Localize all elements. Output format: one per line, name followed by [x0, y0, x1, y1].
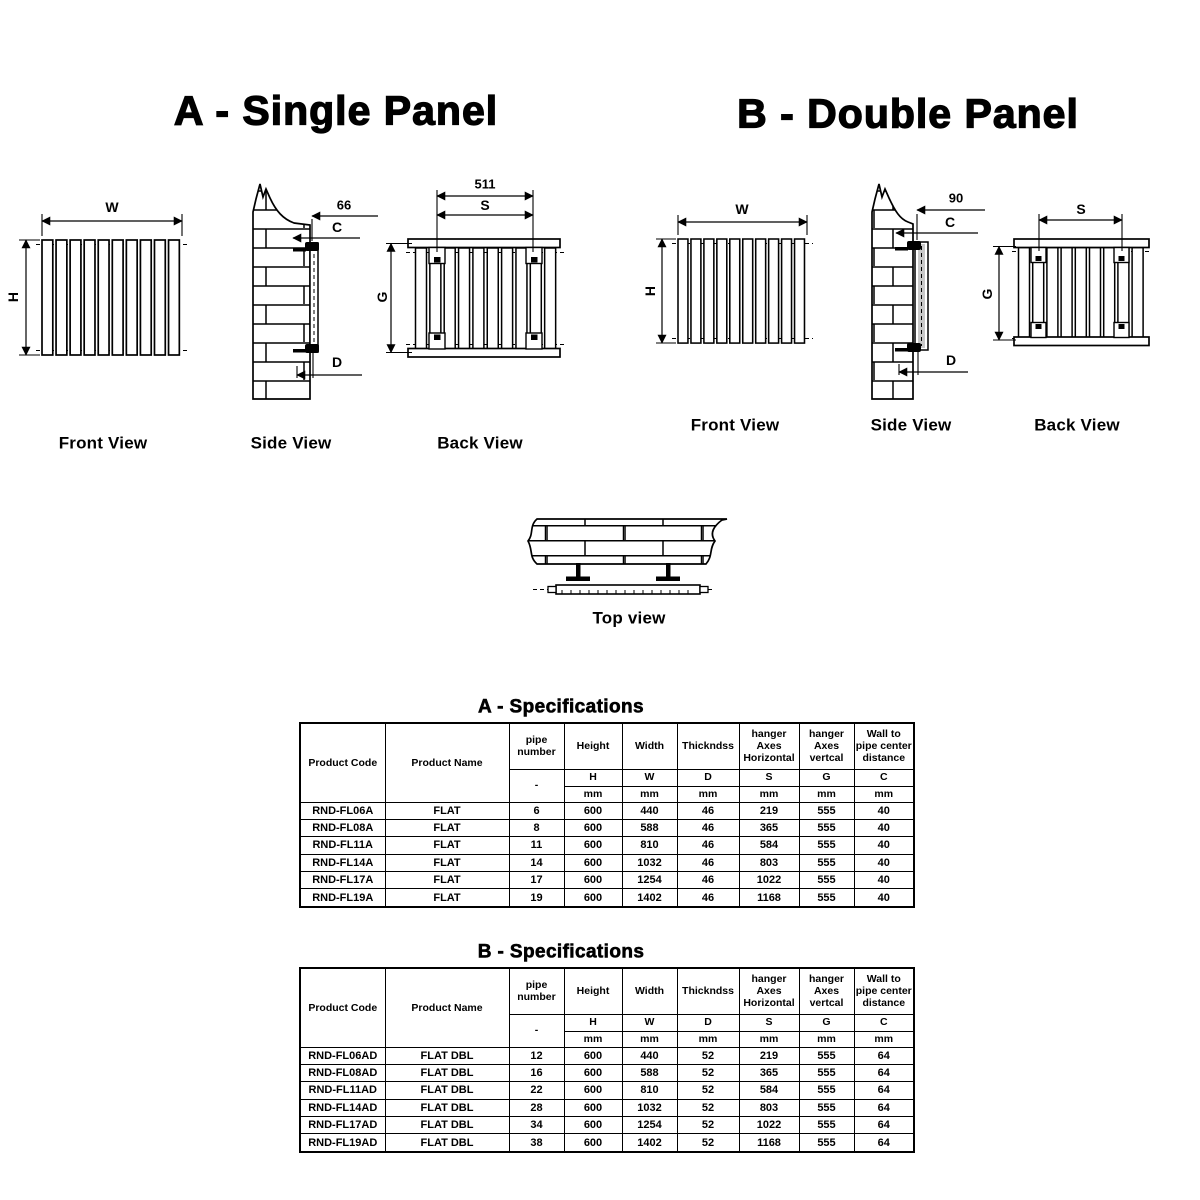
col-header-height: Height	[564, 968, 622, 1014]
spec-cell: 17	[509, 872, 564, 889]
spec-cell: 40	[854, 854, 914, 871]
spec-cell: 365	[739, 819, 799, 836]
spec-cell: 52	[677, 1064, 739, 1081]
spec-cell: 1032	[622, 1099, 677, 1116]
spec-cell: 600	[564, 1064, 622, 1081]
spec-cell: 64	[854, 1117, 914, 1134]
b-front-drawing	[656, 215, 813, 343]
spec-cell: FLAT	[385, 854, 509, 871]
a-side-view-label: Side View	[250, 433, 332, 453]
spec-cell: FLAT DBL	[385, 1099, 509, 1116]
unit-cell: mm	[677, 786, 739, 802]
top-view-label: Top view	[592, 608, 666, 628]
spec-cell: 52	[677, 1134, 739, 1152]
spec-cell: RND-FL11A	[300, 837, 385, 854]
spec-cell: FLAT	[385, 802, 509, 819]
symbol-cell: -	[509, 769, 564, 802]
spec-cell: 14	[509, 854, 564, 871]
spec-cell: 803	[739, 1099, 799, 1116]
col-header-width: Width	[622, 968, 677, 1014]
symbol-cell: G	[799, 1014, 854, 1031]
spec-cell: RND-FL06A	[300, 802, 385, 819]
spec-cell: 555	[799, 1082, 854, 1099]
spec-cell: FLAT	[385, 837, 509, 854]
symbol-cell: H	[564, 769, 622, 786]
symbol-cell: W	[622, 1014, 677, 1031]
spec-cell: 46	[677, 819, 739, 836]
symbol-cell: G	[799, 769, 854, 786]
spec-cell: 40	[854, 802, 914, 819]
col-header-pipe-number: pipe number	[509, 968, 564, 1014]
col-header-product-name: Product Name	[385, 723, 509, 802]
spec-cell: 6	[509, 802, 564, 819]
spec-cell: 19	[509, 889, 564, 907]
spec-cell: 1402	[622, 889, 677, 907]
spec-cell: 588	[622, 1064, 677, 1081]
unit-cell: mm	[739, 786, 799, 802]
spec-table-b-body	[300, 1047, 914, 1152]
spec-cell: RND-FL19A	[300, 889, 385, 907]
spec-cell: 1022	[739, 1117, 799, 1134]
a-side-offset-value: 66	[336, 197, 352, 213]
spec-cell: 555	[799, 1064, 854, 1081]
spec-cell: FLAT	[385, 819, 509, 836]
spec-row	[300, 1117, 914, 1134]
spec-cell: 555	[799, 1134, 854, 1152]
spec-cell: RND-FL14AD	[300, 1099, 385, 1116]
b-front-view-label: Front View	[690, 415, 780, 435]
spec-cell: 1022	[739, 872, 799, 889]
symbol-cell: S	[739, 1014, 799, 1031]
col-header-thickness: Thickndss	[677, 723, 739, 769]
spec-row	[300, 1134, 914, 1152]
spec-cell: FLAT DBL	[385, 1047, 509, 1064]
unit-cell: mm	[854, 786, 914, 802]
col-header-wall-distance: Wall to pipe center distance	[854, 968, 914, 1014]
spec-cell: 34	[509, 1117, 564, 1134]
spec-row	[300, 1047, 914, 1064]
spec-cell: 600	[564, 1099, 622, 1116]
spec-cell: RND-FL08A	[300, 819, 385, 836]
col-header-width: Width	[622, 723, 677, 769]
spec-cell: RND-FL08AD	[300, 1064, 385, 1081]
a-d-dim-label: D	[331, 354, 343, 370]
spec-cell: 1032	[622, 854, 677, 871]
spec-cell: RND-FL11AD	[300, 1082, 385, 1099]
spec-cell: 600	[564, 837, 622, 854]
spec-cell: 600	[564, 854, 622, 871]
spec-cell: 40	[854, 819, 914, 836]
spec-row	[300, 1099, 914, 1116]
spec-cell: 555	[799, 854, 854, 871]
spec-cell: RND-FL14A	[300, 854, 385, 871]
spec-cell: 1254	[622, 1117, 677, 1134]
col-header-wall-distance: Wall to pipe center distance	[854, 723, 914, 769]
spec-cell: 555	[799, 819, 854, 836]
symbol-cell: D	[677, 769, 739, 786]
spec-cell: RND-FL17A	[300, 872, 385, 889]
spec-cell: 64	[854, 1099, 914, 1116]
spec-cell: 555	[799, 1099, 854, 1116]
spec-cell: 584	[739, 837, 799, 854]
spec-cell: FLAT DBL	[385, 1082, 509, 1099]
spec-cell: 600	[564, 889, 622, 907]
spec-cell: 555	[799, 802, 854, 819]
a-side-drawing	[253, 184, 378, 399]
unit-cell: mm	[799, 1031, 854, 1047]
spec-row	[300, 889, 914, 907]
a-height-dim-label: H	[5, 291, 21, 303]
spec-cell: 64	[854, 1064, 914, 1081]
spec-cell: 584	[739, 1082, 799, 1099]
spec-cell: RND-FL06AD	[300, 1047, 385, 1064]
spec-cell: 28	[509, 1099, 564, 1116]
spec-cell: 64	[854, 1134, 914, 1152]
unit-cell: mm	[677, 1031, 739, 1047]
unit-cell: mm	[799, 786, 854, 802]
spec-row	[300, 1064, 914, 1081]
spec-cell: 12	[509, 1047, 564, 1064]
spec-cell: 46	[677, 837, 739, 854]
spec-cell: 555	[799, 872, 854, 889]
b-c-dim-label: C	[944, 214, 956, 230]
a-front-view-label: Front View	[58, 433, 148, 453]
spec-cell: 11	[509, 837, 564, 854]
spec-cell: 46	[677, 872, 739, 889]
col-header-hanger-vertical: hanger Axes vertcal	[799, 723, 854, 769]
table-a-title: A - Specifications	[478, 696, 644, 718]
a-width-dim-label: W	[105, 199, 119, 215]
b-back-drawing	[993, 214, 1152, 346]
unit-cell: mm	[564, 786, 622, 802]
spec-cell: 16	[509, 1064, 564, 1081]
col-header-thickness: Thickndss	[677, 968, 739, 1014]
spec-cell: 46	[677, 802, 739, 819]
spec-cell: 52	[677, 1117, 739, 1134]
unit-cell: mm	[622, 1031, 677, 1047]
spec-cell: 52	[677, 1047, 739, 1064]
spec-cell: 365	[739, 1064, 799, 1081]
spec-cell: 555	[799, 1047, 854, 1064]
spec-cell: 1168	[739, 1134, 799, 1152]
top-view-drawing	[528, 519, 727, 594]
spec-cell: 803	[739, 854, 799, 871]
symbol-cell: H	[564, 1014, 622, 1031]
spec-cell: 40	[854, 872, 914, 889]
spec-cell: 46	[677, 889, 739, 907]
spec-cell: 600	[564, 819, 622, 836]
spec-cell: 1254	[622, 872, 677, 889]
unit-cell: mm	[854, 1031, 914, 1047]
spec-cell: 555	[799, 1117, 854, 1134]
symbol-cell: S	[739, 769, 799, 786]
spec-cell: 600	[564, 1134, 622, 1152]
spec-cell: 555	[799, 837, 854, 854]
b-side-drawing	[872, 184, 985, 399]
b-width-dim-label: W	[735, 201, 749, 217]
spec-table-a-body	[300, 802, 914, 907]
table-b-title: B - Specifications	[477, 941, 645, 963]
spec-cell: 600	[564, 1082, 622, 1099]
spec-cell: RND-FL19AD	[300, 1134, 385, 1152]
spec-cell: FLAT DBL	[385, 1064, 509, 1081]
spec-cell: 600	[564, 802, 622, 819]
symbol-cell: -	[509, 1014, 564, 1047]
a-c-dim-label: C	[331, 219, 343, 235]
spec-cell: 38	[509, 1134, 564, 1152]
b-side-view-label: Side View	[870, 415, 952, 435]
spec-row	[300, 802, 914, 819]
spec-cell: FLAT	[385, 872, 509, 889]
a-back-view-label: Back View	[437, 433, 523, 453]
spec-cell: 219	[739, 802, 799, 819]
spec-table-b	[299, 967, 915, 1153]
spec-cell: 40	[854, 837, 914, 854]
a-front-drawing	[19, 214, 188, 355]
a-s-dim-label: S	[480, 197, 490, 213]
spec-row	[300, 819, 914, 836]
symbol-cell: C	[854, 769, 914, 786]
spec-cell: 64	[854, 1082, 914, 1099]
unit-cell: mm	[622, 786, 677, 802]
symbol-cell: D	[677, 1014, 739, 1031]
b-g-dim-label: G	[979, 288, 995, 300]
spec-cell: 440	[622, 1047, 677, 1064]
spec-cell: 600	[564, 872, 622, 889]
col-header-product-code: Product Code	[300, 968, 385, 1047]
spec-cell: FLAT DBL	[385, 1117, 509, 1134]
col-header-hanger-vertical: hanger Axes vertcal	[799, 968, 854, 1014]
spec-cell: 810	[622, 837, 677, 854]
spec-cell: 22	[509, 1082, 564, 1099]
unit-cell: mm	[739, 1031, 799, 1047]
spec-row	[300, 872, 914, 889]
b-height-dim-label: H	[642, 285, 658, 297]
col-header-pipe-number: pipe number	[509, 723, 564, 769]
section-b-title: B - Double Panel	[737, 90, 1079, 137]
spec-cell: 600	[564, 1117, 622, 1134]
b-side-offset-value: 90	[948, 190, 964, 206]
spec-table-a	[299, 722, 915, 908]
spec-cell: RND-FL17AD	[300, 1117, 385, 1134]
spec-cell: 46	[677, 854, 739, 871]
spec-cell: 64	[854, 1047, 914, 1064]
spec-row	[300, 837, 914, 854]
spec-cell: 52	[677, 1099, 739, 1116]
section-a-title: A - Single Panel	[173, 87, 499, 134]
spec-cell: 219	[739, 1047, 799, 1064]
a-g-dim-label: G	[374, 291, 390, 303]
spec-cell: 1168	[739, 889, 799, 907]
col-header-product-code: Product Code	[300, 723, 385, 802]
a-back-drawing	[386, 190, 566, 357]
b-s-dim-label: S	[1076, 201, 1086, 217]
spec-cell: 600	[564, 1047, 622, 1064]
symbol-cell: W	[622, 769, 677, 786]
b-d-dim-label: D	[945, 352, 957, 368]
spec-row	[300, 854, 914, 871]
spec-cell: 40	[854, 889, 914, 907]
unit-cell: mm	[564, 1031, 622, 1047]
symbol-cell: C	[854, 1014, 914, 1031]
spec-cell: FLAT	[385, 889, 509, 907]
spec-cell: 810	[622, 1082, 677, 1099]
spec-cell: 1402	[622, 1134, 677, 1152]
col-header-height: Height	[564, 723, 622, 769]
spec-cell: 440	[622, 802, 677, 819]
spec-cell: 588	[622, 819, 677, 836]
spec-cell: 52	[677, 1082, 739, 1099]
col-header-hanger-horizontal: hanger Axes Horizontal	[739, 723, 799, 769]
spec-row	[300, 1082, 914, 1099]
spec-cell: 555	[799, 889, 854, 907]
spec-cell: FLAT DBL	[385, 1134, 509, 1152]
col-header-hanger-horizontal: hanger Axes Horizontal	[739, 968, 799, 1014]
a-back-offset-value: 511	[474, 176, 496, 192]
col-header-product-name: Product Name	[385, 968, 509, 1047]
b-back-view-label: Back View	[1034, 415, 1120, 435]
spec-cell: 8	[509, 819, 564, 836]
